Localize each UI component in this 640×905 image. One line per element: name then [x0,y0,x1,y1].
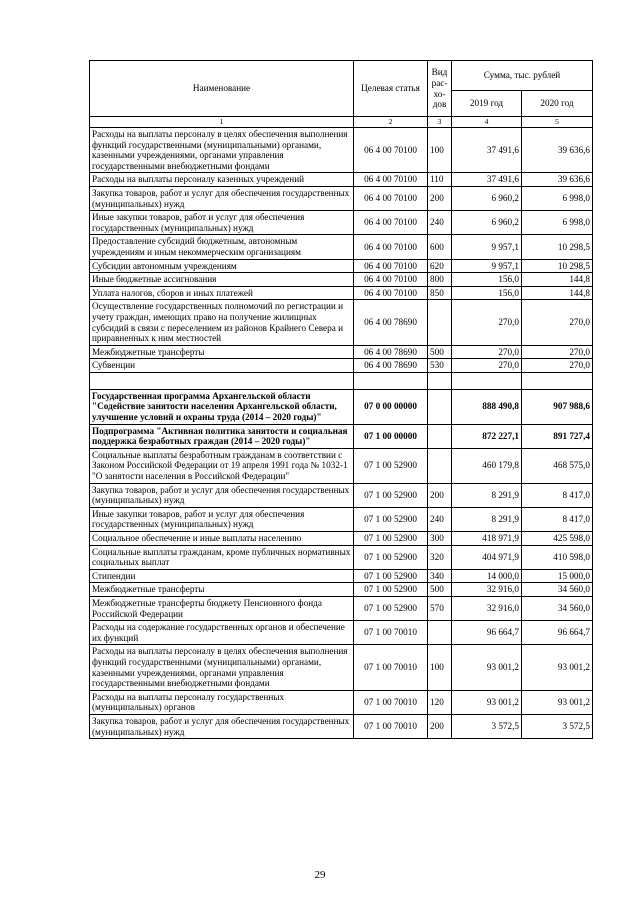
row-name: Подпрограмма "Активная политика занятости и социальная поддержка безработных граждан (2014 – 2020 годы)" [90,424,354,448]
table-row [90,532,593,546]
row-vid: 500 [428,583,452,597]
row-sum-2019: 418 971,9 [452,532,522,546]
table-row [90,173,593,187]
col-number-3: 3 [428,117,452,128]
row-name: Субвенции [90,359,354,373]
row-sum-2020: 8 417,0 [522,483,593,507]
row-vid [428,372,452,389]
row-name: Уплата налогов, сборов и иных платежей [90,286,354,300]
row-code: 07 1 00 52900 [354,583,428,597]
table-row [90,128,593,173]
row-sum-2019: 156,0 [452,286,522,300]
row-vid [428,389,452,424]
row-vid: 240 [428,211,452,235]
col-number-4: 4 [452,117,522,128]
row-sum-2019: 888 490,8 [452,389,522,424]
row-code: 06 4 00 70100 [354,211,428,235]
row-vid: 600 [428,235,452,259]
table-row [90,211,593,235]
row-sum-2019: 270,0 [452,345,522,359]
row-vid: 570 [428,596,452,620]
row-sum-2020: 10 298,5 [522,235,593,259]
header-code: Целевая статья [354,61,428,117]
col-number-2: 2 [354,117,428,128]
table-row [90,645,593,690]
row-name: Иные закупки товаров, работ и услуг для обеспечения государственных (муниципальных) нужд [90,507,354,531]
row-sum-2020: 6 998,0 [522,186,593,210]
row-vid: 800 [428,273,452,287]
row-code: 06 4 00 70100 [354,235,428,259]
table-row [90,621,593,645]
row-name: Иные бюджетные ассигнования [90,273,354,287]
row-code: 07 1 00 70010 [354,714,428,738]
header-year-2020: 2020 год [522,91,593,117]
table-row-spacer [90,372,593,389]
row-code: 06 4 00 70100 [354,286,428,300]
row-code: 06 4 00 70100 [354,259,428,273]
table-row [90,345,593,359]
row-name: Социальные выплаты безработным гражданам в соответствии с Законом Российской Федерации от 19 апреля 1991 года № 1032-1 "О занятости населения в Российской Федерации" [90,448,354,483]
header-name: Наименование [90,61,354,117]
row-code: 06 4 00 78690 [354,345,428,359]
table-row [90,448,593,483]
row-sum-2019: 872 227,1 [452,424,522,448]
row-name: Расходы на содержание государственных органов и обеспечение их функций [90,621,354,645]
row-sum-2019: 37 491,6 [452,173,522,187]
table-row [90,545,593,569]
row-sum-2019 [452,372,522,389]
table-row-subprogram [90,424,593,448]
row-vid: 850 [428,286,452,300]
row-name: Иные закупки товаров, работ и услуг для обеспечения государственных (муниципальных) нужд [90,211,354,235]
row-code: 06 4 00 70100 [354,128,428,173]
page-number: 29 [314,869,326,881]
row-vid: 300 [428,532,452,546]
row-name: Расходы на выплаты персоналу в целях обеспечения выполнения функций государственными (муниципальными) органами, казенными учреждениями, органами управления государственными внебюджетными фондами [90,128,354,173]
row-vid: 530 [428,359,452,373]
row-name: Межбюджетные трансферты [90,583,354,597]
table-row [90,483,593,507]
row-vid: 200 [428,483,452,507]
table-row [90,583,593,597]
row-vid: 110 [428,173,452,187]
row-name: Субсидии автономным учреждениям [90,259,354,273]
row-sum-2020: 34 560,0 [522,596,593,620]
row-vid: 500 [428,345,452,359]
row-code: 07 1 00 52900 [354,448,428,483]
row-name: Социальные выплаты гражданам, кроме публичных нормативных социальных выплат [90,545,354,569]
header-vid: Вид рас-хо-дов [428,61,452,117]
row-sum-2020: 3 572,5 [522,714,593,738]
row-sum-2020 [522,372,593,389]
row-sum-2020: 34 560,0 [522,583,593,597]
row-vid [428,424,452,448]
row-code: 07 1 00 52900 [354,569,428,583]
row-vid: 340 [428,569,452,583]
row-code: 07 1 00 52900 [354,596,428,620]
row-sum-2019: 8 291,9 [452,507,522,531]
row-vid: 120 [428,690,452,714]
row-sum-2019: 32 916,0 [452,596,522,620]
row-sum-2019: 93 001,2 [452,690,522,714]
row-code: 07 1 00 52900 [354,545,428,569]
row-name: Предоставление субсидий бюджетным, автономным учреждениям и иным некоммерческим организациям [90,235,354,259]
row-code [354,372,428,389]
row-code: 06 4 00 78690 [354,359,428,373]
row-name [90,372,354,389]
row-sum-2020: 425 598,0 [522,532,593,546]
row-vid [428,448,452,483]
row-name: Межбюджетные трансферты бюджету Пенсионного фонда Российской Федерации [90,596,354,620]
row-code: 06 4 00 70100 [354,186,428,210]
row-vid: 200 [428,714,452,738]
row-sum-2020: 10 298,5 [522,259,593,273]
row-sum-2019: 3 572,5 [452,714,522,738]
row-sum-2020: 907 988,6 [522,389,593,424]
row-vid: 620 [428,259,452,273]
row-sum-2020: 93 001,2 [522,690,593,714]
row-sum-2019: 9 957,1 [452,235,522,259]
table-row [90,690,593,714]
row-vid: 100 [428,645,452,690]
row-sum-2020: 468 575,0 [522,448,593,483]
row-code: 07 1 00 70010 [354,621,428,645]
table-row [90,186,593,210]
table-row [90,259,593,273]
col-number-1: 1 [90,117,354,128]
row-sum-2020: 410 598,0 [522,545,593,569]
row-sum-2020: 96 664,7 [522,621,593,645]
col-number-5: 5 [522,117,593,128]
table-row [90,359,593,373]
row-vid: 240 [428,507,452,531]
row-code: 06 4 00 70100 [354,273,428,287]
row-sum-2020: 8 417,0 [522,507,593,531]
row-code: 07 1 00 70010 [354,690,428,714]
table-row [90,300,593,345]
row-sum-2019: 156,0 [452,273,522,287]
row-sum-2019: 14 000,0 [452,569,522,583]
row-sum-2019: 460 179,8 [452,448,522,483]
row-name: Социальное обеспечение и иные выплаты населению [90,532,354,546]
row-code: 07 1 00 00000 [354,424,428,448]
row-sum-2019: 404 971,9 [452,545,522,569]
row-name: Государственная программа Архангельской области "Содействие занятости населения Архангельской области, улучшение условий и охраны труда (2014 – 2020 годы)" [90,389,354,424]
table-row-program [90,389,593,424]
row-sum-2019: 9 957,1 [452,259,522,273]
row-sum-2019: 270,0 [452,300,522,345]
row-vid: 320 [428,545,452,569]
row-code: 07 1 00 70010 [354,645,428,690]
row-code: 07 1 00 52900 [354,507,428,531]
row-sum-2020: 270,0 [522,345,593,359]
table-row [90,569,593,583]
row-sum-2020: 270,0 [522,300,593,345]
row-name: Межбюджетные трансферты [90,345,354,359]
row-sum-2019: 93 001,2 [452,645,522,690]
row-name: Расходы на выплаты персоналу государственных (муниципальных) органов [90,690,354,714]
row-sum-2019: 37 491,6 [452,128,522,173]
row-name: Закупка товаров, работ и услуг для обеспечения государственных (муниципальных) нужд [90,186,354,210]
table-row [90,507,593,531]
row-code: 07 1 00 52900 [354,532,428,546]
header-year-2019: 2019 год [452,91,522,117]
row-vid: 200 [428,186,452,210]
budget-table [89,60,593,739]
row-name: Расходы на выплаты персоналу в целях обеспечения выполнения функций государственными (муниципальными) органами, казенными учреждениями, органами управления государственными внебюджетными фондами [90,645,354,690]
table-row [90,596,593,620]
row-name: Осуществление государственных полномочий по регистрации и учету граждан, имеющих право на получение жилищных субсидий в связи с переселением из районов Крайнего Севера и приравненных к ним местностей [90,300,354,345]
row-sum-2019: 96 664,7 [452,621,522,645]
row-sum-2019: 270,0 [452,359,522,373]
row-name: Расходы на выплаты персоналу казенных учреждений [90,173,354,187]
table-row [90,714,593,738]
row-code: 06 4 00 70100 [354,173,428,187]
row-code: 07 1 00 52900 [354,483,428,507]
row-code: 06 4 00 78690 [354,300,428,345]
row-sum-2020: 144,8 [522,286,593,300]
row-code: 07 0 00 00000 [354,389,428,424]
row-sum-2020: 6 998,0 [522,211,593,235]
row-sum-2020: 39 636,6 [522,128,593,173]
row-name: Стипендии [90,569,354,583]
row-sum-2019: 6 960,2 [452,186,522,210]
row-name: Закупка товаров, работ и услуг для обеспечения государственных (муниципальных) нужд [90,714,354,738]
row-sum-2020: 93 001,2 [522,645,593,690]
header-sum: Сумма, тыс. рублей [452,61,593,91]
row-sum-2019: 6 960,2 [452,211,522,235]
row-sum-2020: 39 636,6 [522,173,593,187]
row-sum-2020: 891 727,4 [522,424,593,448]
row-vid: 100 [428,128,452,173]
row-sum-2020: 144,8 [522,273,593,287]
row-vid [428,621,452,645]
table-row [90,273,593,287]
row-vid [428,300,452,345]
table-row [90,286,593,300]
table-row [90,235,593,259]
row-sum-2020: 15 000,0 [522,569,593,583]
row-sum-2019: 32 916,0 [452,583,522,597]
row-sum-2020: 270,0 [522,359,593,373]
row-sum-2019: 8 291,9 [452,483,522,507]
row-name: Закупка товаров, работ и услуг для обеспечения государственных (муниципальных) нужд [90,483,354,507]
